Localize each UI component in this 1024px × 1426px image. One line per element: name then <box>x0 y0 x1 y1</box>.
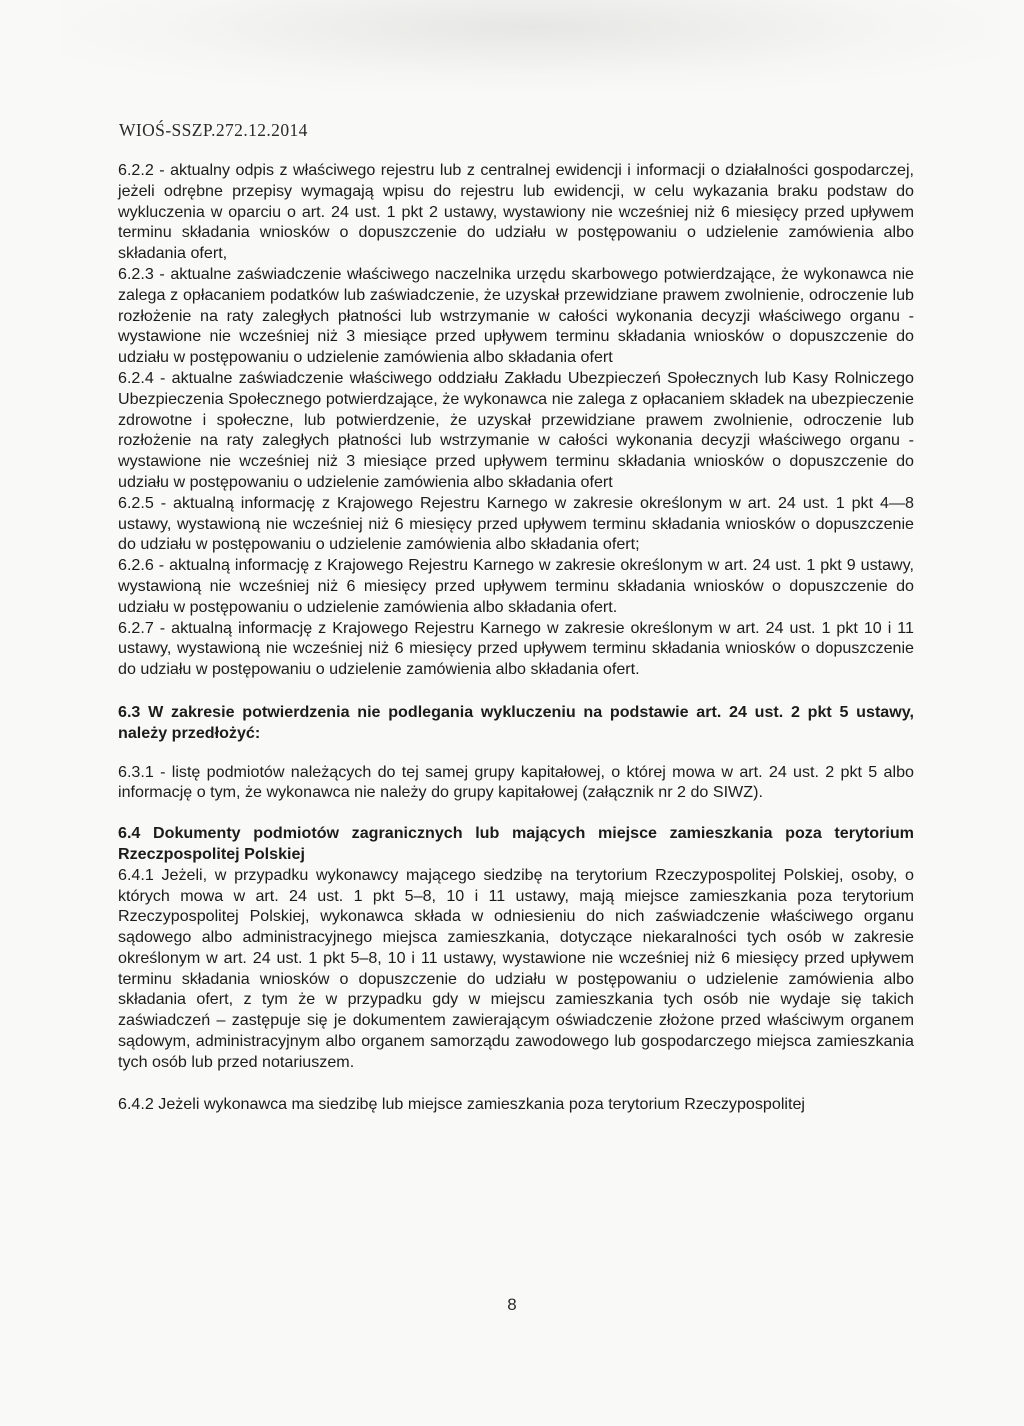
document-body <box>118 160 914 1114</box>
paragraph-6-2-3: 6.2.3 - aktualne zaświadczenie właściwego naczelnika urzędu skarbowego potwierdzające, że wykonawca nie zalega z opłacaniem podatków lub zaświadczenie, że uzyskał przewidziane prawem zwolnienie, odroczenie lub rozłożenie na raty zaległych płatności lub wstrzymanie w całości wykonania decyzji właściwego organu - wystawione nie wcześniej niż 3 miesiące przed upływem terminu składania wniosków o dopuszczenie do udziału w postępowaniu o udzielenie zamówienia albo składania ofert <box>118 264 914 367</box>
paragraph-6-2-7: 6.2.7 - aktualną informację z Krajowego Rejestru Karnego w zakresie określonym w art. 24 ust. 1 pkt 10 i 11 ustawy, wystawioną nie wcześniej niż 6 miesięcy przed upływem terminu składania wniosków o dopuszczenie do udziału w postępowaniu o udzielenie zamówienia albo składania ofert. <box>118 618 914 679</box>
paragraph-6-2-2: 6.2.2 - aktualny odpis z właściwego rejestru lub z centralnej ewidencji i informacji o działalności gospodarczej, jeżeli odrębne przepisy wymagają wpisu do rejestru lub ewidencji, w celu wykazania braku podstaw do wykluczenia w oparciu o art. 24 ust. 1 pkt 2 ustawy, wystawiony nie wcześniej niż 6 miesięcy przed upływem terminu składania wniosków o dopuszczenie do udziału w postępowaniu o udzielenie zamówienia albo składania ofert, <box>118 161 914 263</box>
document-reference: WIOŚ-SSZP.272.12.2014 <box>119 120 308 140</box>
paragraph-6-2-5: 6.2.5 - aktualną informację z Krajowego Rejestru Karnego w zakresie określonym w art. 24 ust. 1 pkt 4—8 ustawy, wystawioną nie wcześniej niż 6 miesięcy przed upływem terminu składania wniosków o dopuszczenie do udziału w postępowaniu o udzielenie zamówienia albo składania ofert; <box>118 493 914 554</box>
paragraph-6-4-1: 6.4.1 Jeżeli, w przypadku wykonawcy mającego siedzibę na terytorium Rzeczypospolitej Polskiej, osoby, o których mowa w art. 24 ust. 1 pkt 5–8, 10 i 11 ustawy, mają miejsce zamieszkania poza terytorium Rzeczypospolitej Polskiej, wykonawca składa w odniesieniu do nich zaświadczenie właściwego organu sądowego albo administracyjnego miejsca zamieszkania, dotyczące niekaralności tych osób w zakresie określonym w art. 24 ust. 1 pkt 5–8, 10 i 11 ustawy, wystawione nie wcześniej niż 6 miesięcy przed upływem terminu składania wniosków o dopuszczenie do udziału w postępowaniu o udzielenie zamówienia albo składania ofert, z tym że w przypadku gdy w miejscu zamieszkania tych osób nie wydaje się takich zaświadczeń – zastępuje się je dokumentem zawierającym oświadczenie złożone przed właściwym organem sądowym, administracyjnym albo organem samorządu zawodowego lub gospodarczego miejsca zamieszkania tych osób lub przed notariuszem. <box>118 865 914 1071</box>
paragraph-6-2-6: 6.2.6 - aktualną informację z Krajowego Rejestru Karnego w zakresie określonym w art. 24 ust. 1 pkt 9 ustawy, wystawioną nie wcześniej niż 6 miesięcy przed upływem terminu składania wniosków o dopuszczenie do udziału w postępowaniu o udzielenie zamówienia albo składania ofert. <box>118 556 914 616</box>
section-heading-6-3: 6.3 W zakresie potwierdzenia nie podlegania wykluczeniu na podstawie art. 24 ust. 2 pkt 5 ustawy, należy przedłożyć: <box>118 702 914 742</box>
paragraph-6-3-1: 6.3.1 - listę podmiotów należących do tej samej grupy kapitałowej, o której mowa w art. 24 ust. 2 pkt 5 albo informację o tym, że wykonawca nie należy do grupy kapitałowej (załącznik nr 2 do SIWZ). <box>118 762 914 802</box>
paragraph-6-2-4: 6.2.4 - aktualne zaświadczenie właściwego oddziału Zakładu Ubezpieczeń Społecznych lub Kasy Rolniczego Ubezpieczenia Społecznego potwierdzające, że wykonawca nie zalega z opłacaniem składek na ubezpieczenie zdrowotne i społeczne, lub potwierdzenie, że uzyskał przewidziane prawem zwolnienie, odroczenie lub rozłożenie na raty zaległych płatności lub wstrzymanie w całości wykonania decyzji właściwego organu - wystawione nie wcześniej niż 3 miesiące przed upływem terminu składania wniosków o dopuszczenie do udziału w postępowaniu o udzielenie zamówienia albo składania ofert <box>118 368 914 491</box>
page-number: 8 <box>507 1295 517 1314</box>
paragraph-6-4-2: 6.4.2 Jeżeli wykonawca ma siedzibę lub miejsce zamieszkania poza terytorium Rzeczypospolitej <box>118 1094 805 1113</box>
section-heading-6-4: 6.4 Dokumenty podmiotów zagranicznych lub mających miejsce zamieszkania poza terytorium Rzeczpospolitej Polskiej <box>118 824 914 863</box>
scan-shadow <box>60 0 1000 90</box>
